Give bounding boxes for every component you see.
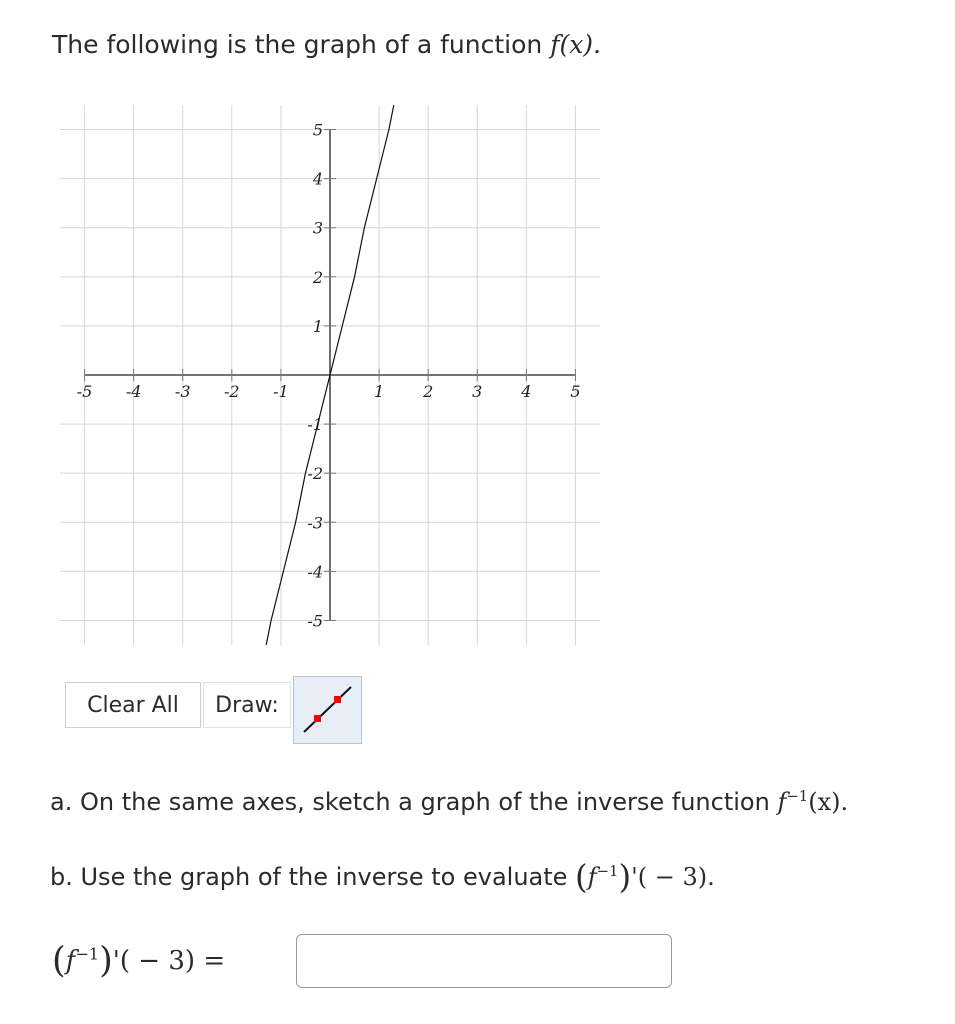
- y-tick-label: 3: [312, 218, 323, 238]
- x-tick-label: 2: [423, 382, 434, 401]
- y-tick-label: -4: [307, 562, 323, 582]
- x-tick-label: -4: [125, 382, 142, 401]
- question-a-math: $f^{-1}(x)$.: [777, 787, 849, 816]
- question-a-text: a. On the same axes, sketch a graph of the inverse function: [50, 788, 770, 816]
- x-tick-label: -2: [224, 382, 240, 401]
- x-tick-label: -3: [174, 382, 191, 401]
- x-tick-label: 3: [472, 382, 483, 401]
- y-tick-label: 1: [312, 316, 323, 336]
- y-tick-label: 5: [312, 120, 323, 140]
- x-tick-label: 5: [570, 382, 581, 401]
- question-a: [50, 788, 848, 816]
- x-tick-label: -1: [273, 382, 289, 401]
- y-tick-label: -5: [307, 611, 323, 631]
- intro-function: f(x).: [550, 30, 601, 59]
- equals-sign: =: [203, 946, 226, 976]
- x-tick-labels: [77, 382, 581, 401]
- answer-label: $(f^{-1})'( - 3)$ =: [52, 940, 226, 981]
- x-tick-label: 1: [373, 382, 385, 401]
- y-tick-label: 4: [312, 169, 323, 189]
- question-b: [50, 858, 715, 896]
- line-tool-icon: [294, 677, 361, 743]
- y-tick-label: 2: [312, 267, 323, 287]
- answer-input[interactable]: [296, 934, 672, 988]
- intro-text: [52, 30, 601, 59]
- intro-label: The following is the graph of a function: [52, 30, 543, 59]
- y-tick-label: -1: [307, 415, 323, 435]
- function-graph[interactable]: [50, 95, 610, 655]
- draw-label: Draw:: [203, 682, 291, 728]
- line-tool-button[interactable]: [293, 676, 362, 744]
- y-tick-label: -3: [307, 513, 323, 533]
- question-b-math: $(f^{-1})'( - 3)$.: [575, 858, 715, 896]
- x-tick-label: 4: [521, 382, 532, 401]
- y-tick-label: -2: [307, 464, 323, 484]
- tool-point-2: [334, 696, 341, 703]
- clear-all-button[interactable]: Clear All: [65, 682, 201, 728]
- x-tick-label: -5: [76, 382, 93, 401]
- tool-point-1: [314, 715, 321, 722]
- question-b-text: b. Use the graph of the inverse to evaluate: [50, 863, 568, 891]
